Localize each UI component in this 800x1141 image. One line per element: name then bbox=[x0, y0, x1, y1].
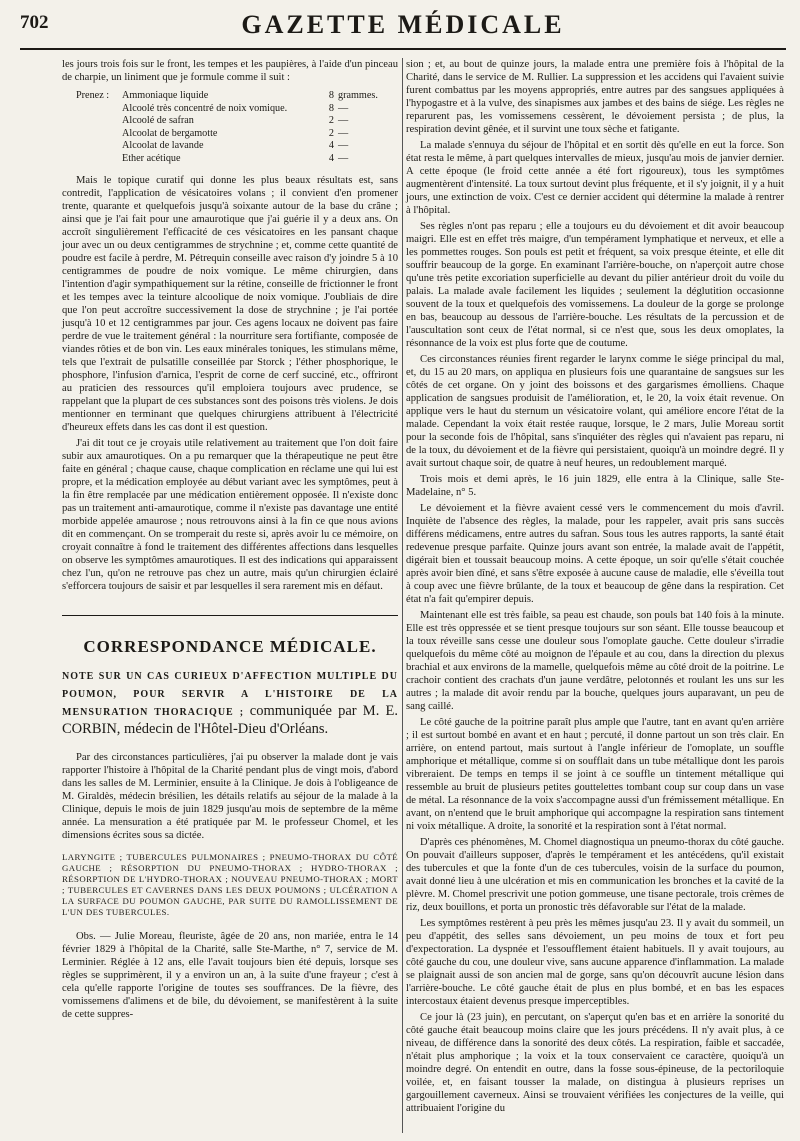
formula-row bbox=[76, 153, 398, 166]
paragraph: Mais le topique curatif qui donne les plus beaux résultats est, sans contredit, l'application de vésicatoires volans ; il convient d'en promener trente, quarante et quelquefois jusqu'à soixante autour de la base du crâne ; ainsi que je l'ai fait pour une amaurotique que j'ai guérie il y a deux ans. On accroît singulièrement l'efficacité de ces vésicatoires en les pansant chaque jour avec un ou deux centigrammes de strychnine ; et, comme cette quantité de poudre est facile à perdre, M. Pétrequin conseille avec raison d'y joindre 5 à 10 centigrammes de poudre de noix vomique. Le même chirurgien, dans l'intention d'agir sympathiquement sur la rétine, conseille de frictionner le front et les tempes avec la teinture alcoolique de noix vomique. J'oubliais de dire que l'on peut accroître successivement la dose de strychnine ; je l'ai portée jusqu'à 10 et 12 centigrammes par jour. Ces agens locaux ne doivent pas faire perdre de vue le traitement général : la nourriture sera fortifiante, composée de viandes rôties et de bon vin. Les eaux minérales toniques, les stimulans même, tels que l'extrait de pulsatille conseillée par Storck ; l'éther phosphorique, le phosphore, l'infusion d'arnica, l'esprit de corne de cerf succiné, etc., offriront au praticien des ressources qu'il emploiera toujours avec prudence, se rappelant que la plupart de ces substances sont des poisons très violens. Je dois mentionner en terminant que quelques chirurgiens attribuent à l'électricité d'heureux effets dans les cas dont il est question. bbox=[62, 174, 398, 433]
ingredient-qty: 2 bbox=[328, 127, 334, 139]
ingredient-unit: grammes. bbox=[338, 90, 378, 101]
ingredient-name: Alcoolé de safran bbox=[122, 115, 194, 127]
paragraph: La malade s'ennuya du séjour de l'hôpital et en sortit dès qu'elle en eut la force. Son état resta le même, à part quelques intervalles de mieux, jusqu'au mois de janvier dernier. A cette époque (le froid cette année a été fort rigoureux), tous les symptômes augmentèrent d'intensité. La toux surtout devint plus fréquente, et il s'y joignit, il y a huit jours, une extinction de voix. C'est ce dernier accident qui détermine la malade à rentrer à l'hôpital. bbox=[406, 140, 784, 216]
ingredient-unit: — bbox=[338, 140, 349, 152]
page-header bbox=[20, 10, 786, 50]
paragraph: Trois mois et demi après, le 16 juin 1829, elle entra à la Clinique, salle Ste-Madelaine, n° 5. bbox=[406, 474, 784, 498]
left-column bbox=[62, 58, 398, 1024]
paragraph: Maintenant elle est très faible, sa peau est chaude, son pouls bat 140 fois à la minute. Elle est très oppressée et se tient presque toujours sur son séant. Elle tousse beaucoup et la toux réveille sans cesse une douleur sous l'omoplate gauche. Cette douleur s'irradie quelquefois du même côté au moignon de l'épaule et au cou, dans la direction du plexus brachial et aux environs de la mamelle, quelquefois même au côté droit de la poitrine. Le crachoir contient des crachats d'un jaune verdâtre, pelotonnés et roulant les uns sur les autres ; la malade dit avoir rendu par la bouche, quelques jours auparavant, un peu de sang caillé. bbox=[406, 610, 784, 712]
ingredient-name: Alcoolé très concentré de noix vomique. bbox=[122, 102, 288, 114]
ingredient-name: Alcoolat de lavande bbox=[122, 140, 204, 152]
section-title: CORRESPONDANCE MÉDICALE. bbox=[83, 636, 377, 656]
formula-label: Prenez : bbox=[76, 90, 110, 101]
paragraph: Ces circonstances réunies firent regarder le larynx comme le siége principal du mal, et, du 15 au 20 mars, on appliqua en plusieurs fois une quarantaine de sangsues sur les côtés de cet organe. On y joint des boissons et des gargarismes émolliens. Chaque application de sangsues produisit de l'amélioration, et, le 20, la voix était revenue. On applique vers le haut du sternum un vésicatoire volant, qui améliore encore l'état de la malade. Cependant la voix était restée rauque, lorsque, le 2 mars, Julie Moreau sortit pour la seconde fois de l'hôpital, sans s'inquiéter des règles qui n'avaient pas reparu, ni de la toux, du dévoiement et de la fièvre qui persistaient, quoiqu'à un moindre degré. Il y avait surtout chaque soir, de quatre à neuf heures, un redoublement marqué. bbox=[406, 354, 784, 469]
page-number: 702 bbox=[20, 12, 49, 33]
paragraph: Par des circonstances particulières, j'ai pu observer la malade dont je vais rapporter l'histoire à l'hôpital de la Charité pendant plus de vingt mois, d'abord dans les salles de M. Lerminier, ensuite à la Clinique. Je dois à l'obligeance de M. Giraldès, médecin brésilien, les détails relatifs au séjour de la malade à la Clinique, depuis le mois de juin 1829 jusqu'au mois de septembre de la même année. La mensuration a été pratiquée par M. le professeur Chomel, et les dimensions écrites sous sa dictée. bbox=[62, 751, 398, 841]
column-divider bbox=[402, 58, 403, 1133]
journal-title: GAZETTE MÉDICALE bbox=[241, 10, 565, 39]
ingredient-name: Alcoolat de bergamotte bbox=[122, 127, 218, 139]
ingredient-qty: 2 bbox=[328, 115, 334, 127]
paragraph: sion ; et, au bout de quinze jours, la malade entra une première fois à l'hôpital de la Charité, dans le service de M. Rullier. La suppression et les accidens qui l'avaient suivie furent combattus par les moyens appropriés, entre autres par des sangsues appliquées à l'hypogastre et à la vulve, des sinapismes aux jambes et des bains de siége. Les règles ne reparurent pas, les vomissemens cessèrent, le dévoiement persista ; de plus, la respiration devint gênée, et il survint une toux sèche et fatigante. bbox=[406, 59, 784, 135]
ingredient-qty: 4 bbox=[328, 152, 334, 164]
ingredient-unit: — bbox=[338, 102, 349, 114]
ingredient-unit: — bbox=[338, 115, 349, 127]
paragraph: Obs. — Julie Moreau, fleuriste, âgée de 20 ans, non mariée, entra le 14 février 1829 à l'hôpital de la Charité, salle Ste-Marthe, n° 7, service de M. Lerminier. Réglée à 12 ans, elle l'avait toujours bien été depuis, lorsque ses règles se supprimèrent, il y a environ un an, à la suite d'une frayeur ; c'est à cela qu'elle rapporte l'origine de toutes ses souffrances. De la fièvre, des vomissemens d'alimens et de bile, du dévoiement, se manifestèrent à la suite de cette suppres- bbox=[62, 930, 398, 1020]
ingredient-name: Ether acétique bbox=[122, 152, 181, 164]
note-title: NOTE SUR UN CAS CURIEUX D'AFFECTION MULTIPLE DU POUMON, POUR SERVIR A L'HISTOIRE DE LA MENSURATION THORACIQUE ; bbox=[62, 670, 398, 718]
note-author: communiquée par M. E. CORBIN, médecin de l'Hôtel-Dieu d'Orléans. bbox=[62, 702, 398, 737]
prescription-formula bbox=[76, 90, 398, 166]
paragraph: Ce jour là (23 juin), en percutant, on s'aperçut qu'en bas et en arrière la sonorité du côté gauche était beaucoup moins claire que les jours précédens. Il n'y avait plus, à ce niveau, de différence dans la sonorité des deux côtés. La respiration, faible et saccadée, n'était plus amphorique ; la voix et la toux conservaient ce caractère, quoiqu'à un moindre degré. On entendit en outre, dans la fosse sous-épineuse, de la pectoriloquie voilée, et, en faisant tousser la malade, on distingua à plusieurs reprises un gargouillement caverneux. Ainsi se trouvaient vérifiées les conjectures de la veille, qui attribuaient l'origine du bbox=[406, 1012, 784, 1114]
formula-row bbox=[76, 103, 398, 116]
ingredient-unit: — bbox=[338, 127, 349, 139]
formula-row bbox=[76, 140, 398, 153]
paragraph: Les symptômes restèrent à peu près les mêmes jusqu'au 23. Il y avait du sommeil, un peu d'appétit, des selles sans dévoiement, un peu moins de toux et fort peu d'expectoration. La dyspnée et l'essoufflement étaient habituels. Il y avait toujours, au côté gauche du cou, une douleur vive, sans aucune apparence d'inflammation. La malade se plaignait aussi de son ancien mal de gorge, sans qu'on découvrît aucune lésion dans l'arrière-bouche. Le côté gauche était de plus en plus bombé, et en bas les espaces intercostaux étaient devenus presque imperceptibles. bbox=[406, 918, 784, 1007]
ingredient-qty: 8 bbox=[328, 102, 334, 114]
paragraph: les jours trois fois sur le front, les tempes et les paupières, à l'aide d'un pinceau de charpie, un liniment que je formule comme il suit : bbox=[62, 59, 398, 83]
section-divider bbox=[62, 615, 398, 616]
paragraph: J'ai dit tout ce je croyais utile relativement au traitement que l'on doit faire subir aux amaurotiques. On a pu remarquer que la thérapeutique ne peut être faite en général ; chaque cause, chaque complication en réclame une qui lui est propre, et la médication employée au début variant avec les symptômes, peut à la fin être remplacée par une médication entièrement opposée. Il n'existe donc pas un traitement anti-amaurotique, comme il n'existe pas davantage une entité morbide appelée amaurose ; nous retrouvons ainsi à la fin ce que nous avions dit en commençant. On se tromperait du reste si, après avoir lu ce mémoire, on croyait connaître à fond le traitement des différentes affections dans lesquelles on observe les symptômes amaurotiques. Il est des indications qui apparaissent chez l'un, qu'on ne retrouve pas chez un autre, mais qu'un chirurgien éclairé s'efforcera toujours de saisir et par lesquelles il sera rarement mis en défaut. bbox=[62, 437, 398, 592]
formula-row bbox=[76, 115, 398, 128]
note-heading bbox=[62, 667, 398, 737]
formula-row bbox=[76, 128, 398, 141]
right-column bbox=[406, 58, 784, 1118]
paragraph: Le dévoiement et la fièvre avaient cessé vers le commencement du mois d'avril. Inquiète de l'absence des règles, la malade, pour les rappeler, avait pris sans succès différens médicamens, entre autres du safran. Sous tous les autres rapports, la santé était redevenue presque parfaite. Quinze jours avant son entrée, la malade avait de l'appétit, digérait bien et toussait beaucoup moins. A cette époque, un soir qu'elle s'était couchée après avoir bien dîné, et sans s'être exposée à aucune cause de maladie, elle s'éveilla tout à coup avec une fièvre brûlante, de la toux et beaucoup de gêne dans la respiration. Cet état n'a fait qu'empirer depuis. bbox=[406, 503, 784, 605]
formula-row bbox=[76, 90, 398, 103]
case-diagnosis: LARYNGITE ; TUBERCULES PULMONAIRES ; PNEUMO-THORAX DU CÔTÉ GAUCHE ; RÉSORPTION DU PNEUMO-THORAX ; HYDRO-THORAX ; RÉSORPTION DE L'HYDRO-THORAX ; NOUVEAU PNEUMO-THORAX ; MORT ; TUBERCULES ET CAVERNES DANS LES DEUX POUMONS ; ULCÉRATION A LA SURFACE DU POUMON GAUCHE, PAR SUITE DU RAMOLLISSEMENT DE L'UN DES TUBERCULES. bbox=[62, 851, 398, 917]
ingredient-name: Ammoniaque liquide bbox=[122, 90, 209, 101]
paragraph: D'après ces phénomènes, M. Chomel diagnostiqua un pneumo-thorax du côté gauche. On pouvait d'ailleurs supposer, d'après le tempérament et les antécédens, qu'il existait des tubercules et que la fonte d'un de ces tubercules, voisin de la surface du poumon, avait donné lieu à une ulcération et mis en communication les bronches et la cavité de la plèvre. M. Chomel prescrivit une potion gommeuse, une tisane pectorale, trois crèmes de riz, deux bouillons, et porta un pronostic très défavorable sur l'état de la malade. bbox=[406, 837, 784, 913]
ingredient-qty: 8 bbox=[328, 90, 334, 101]
ingredient-unit: — bbox=[338, 152, 349, 164]
ingredient-qty: 4 bbox=[328, 140, 334, 152]
paragraph: Le côté gauche de la poitrine paraît plus ample que l'autre, tant en avant qu'en arrière ; il est surtout bombé en avant et en haut ; percuté, il donne partout un son très clair. En arrière, on entend partout, mais surtout à l'angle inférieur de l'omoplate, un souffle amphorique et métallique, comme si on soufflait dans un tube métallique dont les parois vibreraient. De temps en temps il se joint à ce souffle un tintement métallique qui ressemble au bruit de plusieurs petites gouttelettes tombant coup sur coup dans un vase de métal. La résonnance de la voix s'accompagne aussi d'un frémissement métallique. En avant, on n'entend que le bruit amphorique qui accompagne la respiration sans tintement ni voix métallique. A droite, la sonorité et la respiration sont à l'état normal. bbox=[406, 717, 784, 832]
paragraph: Ses règles n'ont pas reparu ; elle a toujours eu du dévoiement et dit avoir beaucoup maigri. Elle est en effet très maigre, d'un tempérament lymphatique et nerveux, et elle a les pommettes rouges. Son pouls est petit et fréquent, sa voix presque éteinte, et elle dit souffrir beaucoup de la gorge. En examinant l'arrière-bouche, on n'aperçoit autre chose qu'une très petite excoriation superficielle au devant du pilier antérieur droit du voile du palais. La malade avale facilement les liquides ; seulement la déglutition occasionne souvent de la toux et quelquefois des vomissemens. La douleur de la gorge se prolonge en bas, beaucoup au dessous de l'arrière-bouche. Les résultats de la percussion et de l'auscultation sont ceux de l'état normal, si ce n'est que, sous les deux omoplates, la résonnance de la voix est plus forte que de coutume. bbox=[406, 221, 784, 349]
